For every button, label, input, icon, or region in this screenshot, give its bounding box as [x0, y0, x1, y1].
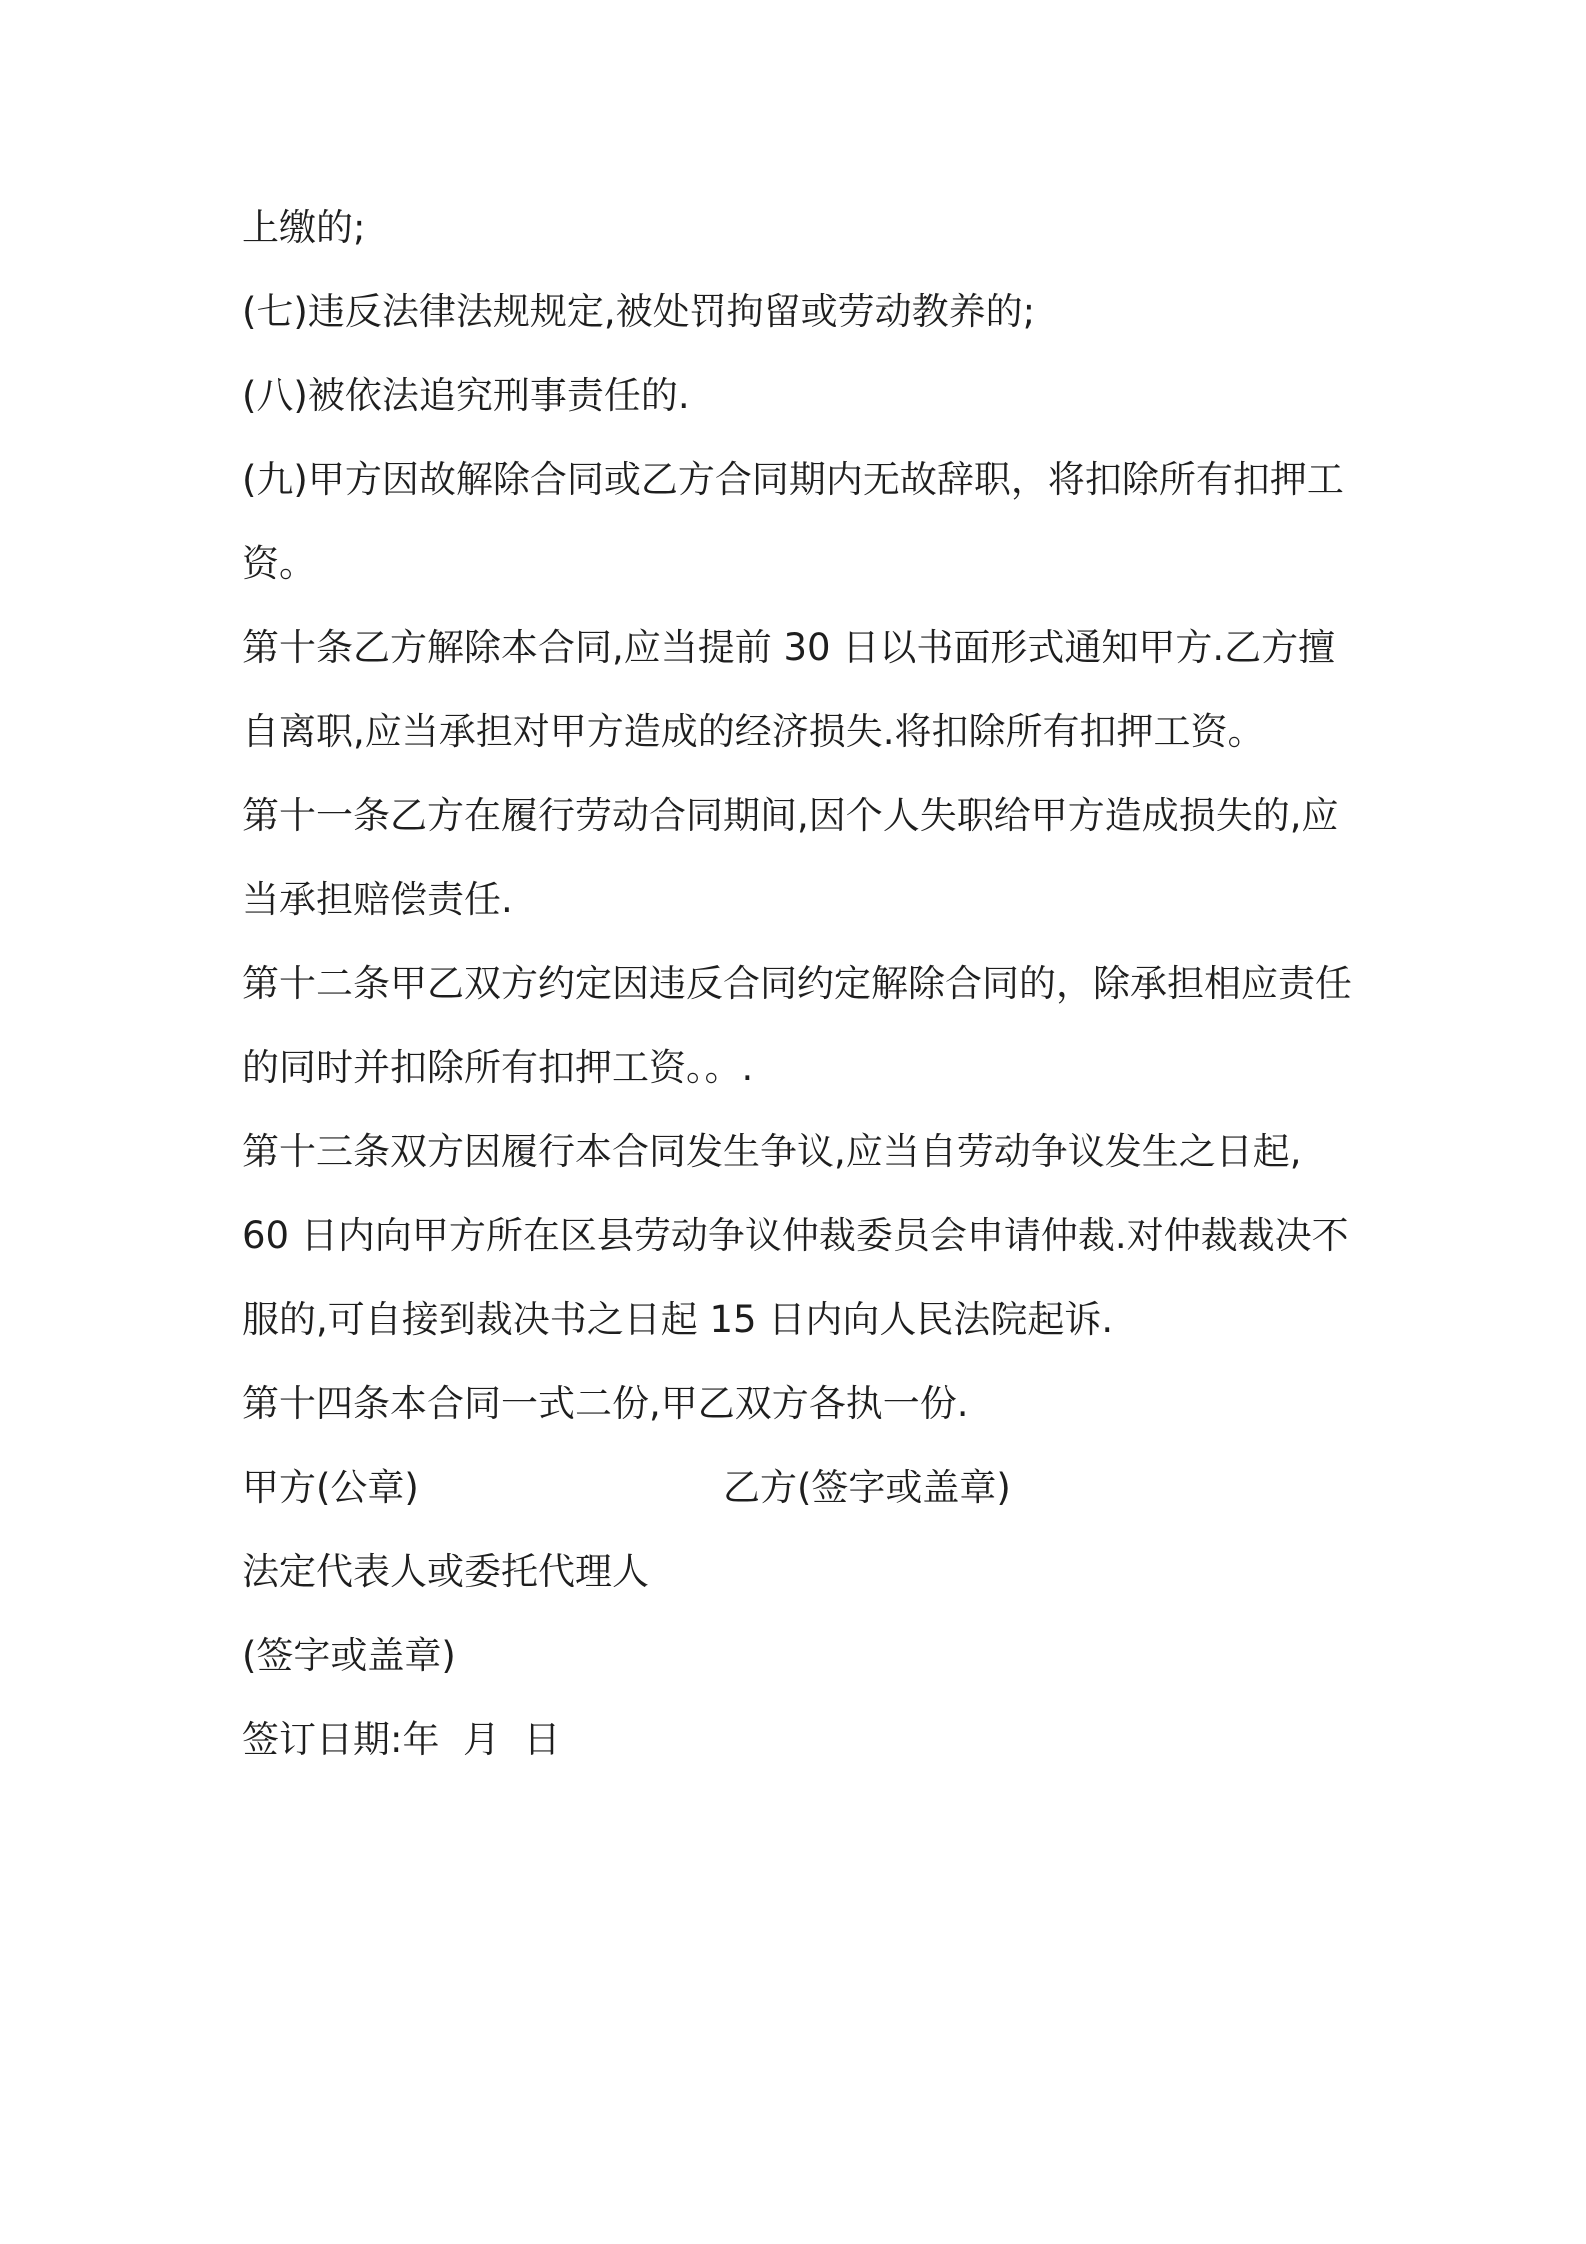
article-12: 第十二条甲乙双方约定因违反合同约定解除合同的，除承担相应责任 [242, 962, 1352, 1005]
text-line: 60 日内向甲方所在区县劳动争议仲裁委员会申请仲裁.对仲裁裁决不 [242, 1214, 1349, 1257]
article-14: 第十四条本合同一式二份,甲乙双方各执一份. [242, 1382, 969, 1425]
text-line: 的同时并扣除所有扣押工资。。. [242, 1046, 754, 1089]
party-b-label: 乙方(签字或盖章) [723, 1466, 1011, 1509]
sign-or-seal-label: (签字或盖章) [242, 1634, 456, 1677]
signing-date: 签订日期:年 月 日 [242, 1718, 561, 1761]
party-a-label: 甲方(公章) [242, 1466, 419, 1509]
text-line: 服的,可自接到裁决书之日起 15 日内向人民法院起诉. [242, 1298, 1114, 1341]
article-11: 第十一条乙方在履行劳动合同期间,因个人失职给甲方造成损失的,应 [242, 794, 1339, 837]
representative-label: 法定代表人或委托代理人 [242, 1550, 649, 1593]
clause-item-8: (八)被依法追究刑事责任的. [242, 374, 690, 417]
clause-item-9: (九)甲方因故解除合同或乙方合同期内无故辞职，将扣除所有扣押工 [242, 458, 1344, 501]
article-10: 第十条乙方解除本合同,应当提前 30 日以书面形式通知甲方.乙方擅 [242, 626, 1336, 669]
article-13: 第十三条双方因履行本合同发生争议,应当自劳动争议发生之日起, [242, 1130, 1302, 1173]
clause-item-7: (七)违反法律法规规定,被处罚拘留或劳动教养的; [242, 290, 1036, 333]
text-line: 当承担赔偿责任. [242, 878, 513, 921]
text-line: 资。 [242, 542, 316, 585]
text-line: 上缴的; [242, 206, 366, 249]
text-line: 自离职,应当承担对甲方造成的经济损失.将扣除所有扣押工资。 [242, 710, 1265, 753]
